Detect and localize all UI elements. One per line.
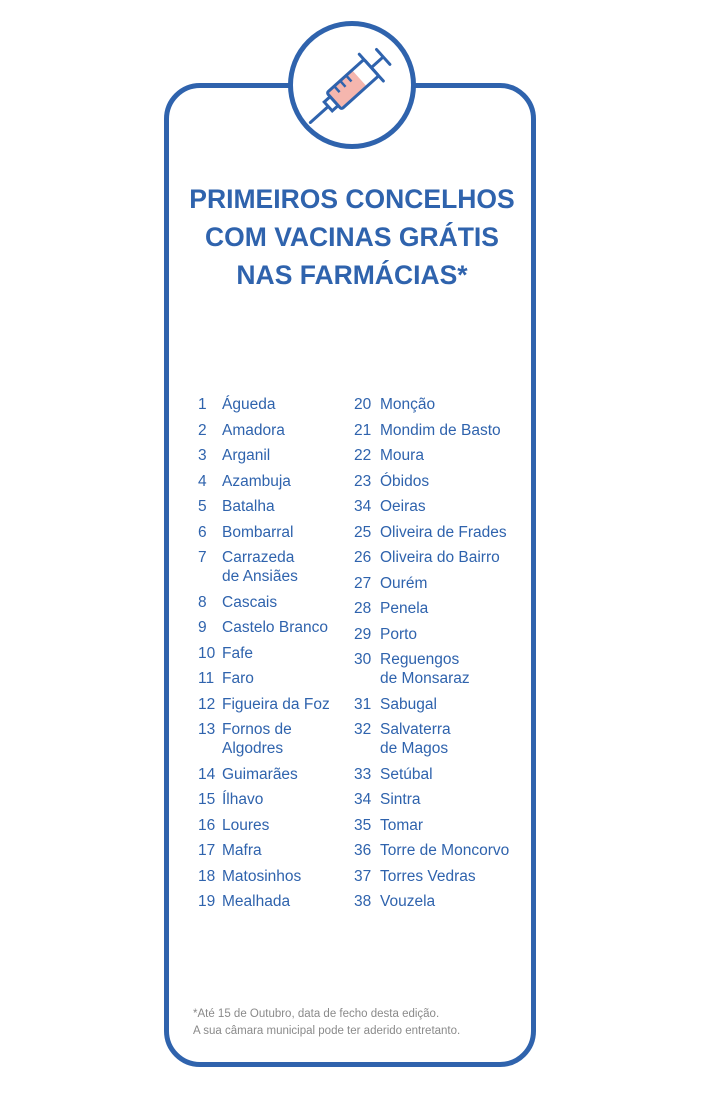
list-item xyxy=(196,644,346,663)
list-item-name: Reguengos de Monsaraz xyxy=(380,651,470,687)
list-item xyxy=(196,867,346,886)
list-item-name: Azambuja xyxy=(222,472,291,490)
list-item xyxy=(196,765,346,784)
list-item-name: Sabugal xyxy=(380,695,437,713)
list-item-name: Loures xyxy=(222,816,270,834)
list-item xyxy=(354,625,534,644)
list-item-number: 37 xyxy=(354,867,372,885)
list-item-number: 11 xyxy=(198,670,215,687)
title-line-1: PRIMEIROS CONCELHOS xyxy=(189,184,515,214)
list-item xyxy=(354,720,534,758)
list-item-name: Batalha xyxy=(222,498,275,515)
list-item-name: Matosinhos xyxy=(222,867,302,885)
list-item-number: 19 xyxy=(198,893,216,910)
list-item-name: Torre de Moncorvo xyxy=(380,842,510,859)
list-item-number: 7 xyxy=(198,549,207,566)
syringe-icon xyxy=(293,26,411,144)
list-item-number: 27 xyxy=(354,574,372,592)
list-item-number: 10 xyxy=(198,644,216,662)
list-item xyxy=(354,472,534,491)
list-item-number: 21 xyxy=(354,421,372,439)
list-item-name: Fafe xyxy=(222,644,254,662)
list-item xyxy=(354,548,534,567)
title-line-2: COM VACINAS GRÁTIS xyxy=(205,222,499,252)
list-item xyxy=(196,720,346,758)
list-item-name: Monção xyxy=(380,396,436,413)
list-item-number: 4 xyxy=(198,472,207,490)
list-item-name: Amadora xyxy=(222,421,285,439)
list-item-name: Oliveira de Frades xyxy=(380,523,507,541)
list-item xyxy=(354,523,534,542)
list-item-name: Porto xyxy=(380,625,418,643)
list-item xyxy=(354,446,534,465)
title-line-3: NAS FARMÁCIAS* xyxy=(236,260,468,290)
list-item-number: 2 xyxy=(198,421,207,439)
list-item xyxy=(196,421,346,440)
list-item-name: Águeda xyxy=(222,396,276,413)
list-item xyxy=(354,816,534,835)
list-item xyxy=(196,695,346,714)
municipality-list-left xyxy=(196,395,346,918)
list-item-name: Cascais xyxy=(222,593,278,611)
list-item-number: 34 xyxy=(354,498,372,515)
list-item-number: 6 xyxy=(198,523,207,541)
list-item xyxy=(354,867,534,886)
list-item-name: Faro xyxy=(222,670,254,687)
list-item-number: 35 xyxy=(354,816,372,834)
list-item-name: Carrazeda de Ansiães xyxy=(222,549,298,585)
list-item-number: 5 xyxy=(198,498,207,515)
list-item xyxy=(354,599,534,618)
list-item xyxy=(354,841,534,860)
list-item xyxy=(196,497,346,516)
list-item-name: Guimarães xyxy=(222,765,298,783)
list-item-name: Setúbal xyxy=(380,765,433,783)
list-item-name: Vouzela xyxy=(380,893,436,910)
list-item-number: 33 xyxy=(354,765,372,783)
list-item-number: 30 xyxy=(354,651,372,668)
list-item xyxy=(354,421,534,440)
page-title xyxy=(164,180,540,294)
list-item xyxy=(196,446,346,465)
list-item xyxy=(196,816,346,835)
list-item-number: 32 xyxy=(354,721,372,738)
list-item xyxy=(196,395,346,414)
list-item xyxy=(354,395,534,414)
list-item-name: Torres Vedras xyxy=(380,867,476,885)
list-item-name: Figueira da Foz xyxy=(222,695,330,713)
municipality-list-right xyxy=(354,395,534,918)
list-item-name: Ílhavo xyxy=(222,791,264,808)
list-item-name: Castelo Branco xyxy=(222,619,328,636)
list-item-number: 23 xyxy=(354,472,372,490)
footnote xyxy=(193,1006,523,1040)
list-item-name: Mealhada xyxy=(222,893,291,910)
list-item xyxy=(196,892,346,911)
list-item-number: 1 xyxy=(198,396,207,413)
list-item-number: 34 xyxy=(354,791,372,808)
list-item-number: 3 xyxy=(198,447,207,464)
list-item-number: 12 xyxy=(198,695,216,713)
list-item xyxy=(196,548,346,586)
list-item xyxy=(354,695,534,714)
list-item-number: 20 xyxy=(354,396,372,413)
list-item-number: 38 xyxy=(354,893,372,910)
list-item-number: 25 xyxy=(354,523,372,541)
list-item-name: Oliveira do Bairro xyxy=(380,549,500,566)
list-item-number: 29 xyxy=(354,625,372,643)
list-item-number: 9 xyxy=(198,619,207,636)
footnote-line-2: A sua câmara municipal pode ter aderido entretanto. xyxy=(193,1025,461,1037)
list-item-number: 18 xyxy=(198,867,216,885)
list-item-name: Mondim de Basto xyxy=(380,421,501,439)
list-item xyxy=(354,892,534,911)
list-item-number: 14 xyxy=(198,765,216,783)
list-item xyxy=(196,618,346,637)
list-item xyxy=(196,669,346,688)
list-item-number: 36 xyxy=(354,842,372,859)
list-item xyxy=(354,790,534,809)
list-item xyxy=(196,841,346,860)
list-item xyxy=(354,497,534,516)
list-item-name: Ourém xyxy=(380,574,428,592)
list-item xyxy=(196,523,346,542)
list-item-name: Bombarral xyxy=(222,523,294,541)
syringe-badge xyxy=(288,21,416,149)
list-item-number: 31 xyxy=(354,695,372,713)
list-item-number: 22 xyxy=(354,447,372,464)
list-item-name: Moura xyxy=(380,447,424,464)
list-item-name: Fornos de Algodres xyxy=(222,721,292,757)
list-item xyxy=(196,593,346,612)
list-item-number: 13 xyxy=(198,721,216,738)
list-item-name: Arganil xyxy=(222,447,271,464)
list-item-number: 26 xyxy=(354,549,372,566)
list-item-name: Penela xyxy=(380,600,429,617)
list-item-number: 16 xyxy=(198,816,216,834)
footnote-line-1: *Até 15 de Outubro, data de fecho desta edição. xyxy=(193,1008,440,1020)
list-item-number: 17 xyxy=(198,842,216,859)
list-item xyxy=(196,472,346,491)
list-item-name: Sintra xyxy=(380,791,421,808)
list-item-name: Tomar xyxy=(380,816,424,834)
list-item-name: Óbidos xyxy=(380,472,430,490)
list-item-name: Salvaterra de Magos xyxy=(380,721,451,757)
list-item-number: 8 xyxy=(198,593,207,611)
list-item-name: Oeiras xyxy=(380,498,426,515)
list-item-number: 28 xyxy=(354,600,372,617)
list-item xyxy=(196,790,346,809)
list-item xyxy=(354,765,534,784)
list-item-number: 15 xyxy=(198,791,216,808)
list-item xyxy=(354,574,534,593)
list-item-name: Mafra xyxy=(222,842,262,859)
list-item xyxy=(354,650,534,688)
